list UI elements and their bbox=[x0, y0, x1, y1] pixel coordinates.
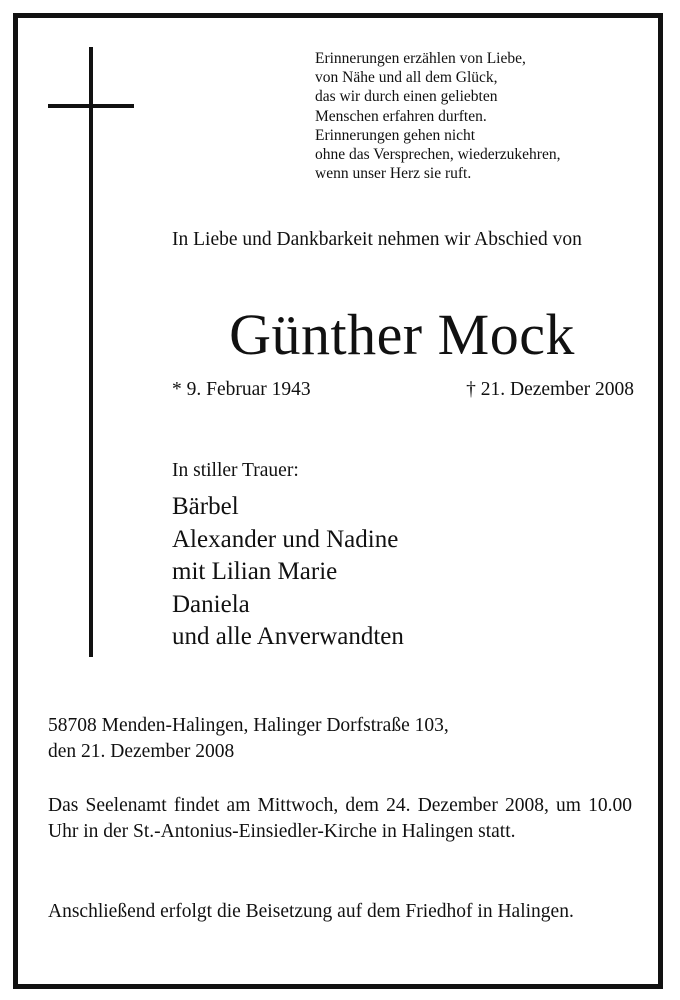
poem-line: von Nähe und all dem Glück, bbox=[315, 69, 498, 87]
mourner-name: und alle Anverwandten bbox=[172, 623, 404, 651]
address-line: 58708 Menden-Halingen, Halinger Dorfstraße 103, bbox=[48, 715, 449, 736]
mourning-label: In stiller Trauer: bbox=[172, 460, 299, 481]
poem-line: das wir durch einen geliebten bbox=[315, 88, 498, 106]
farewell-intro: In Liebe und Dankbarkeit nehmen wir Abschied von bbox=[172, 229, 582, 250]
poem-line: Menschen erfahren durften. bbox=[315, 107, 487, 125]
poem-line: Erinnerungen gehen nicht bbox=[315, 126, 476, 144]
mourner-name: Alexander und Nadine bbox=[172, 525, 399, 553]
cross-icon-bar bbox=[48, 104, 134, 108]
burial-paragraph: Anschließend erfolgt die Beisetzung auf dem Friedhof in Halingen. bbox=[48, 901, 574, 922]
address-block bbox=[48, 713, 632, 765]
poem-line: Erinnerungen erzählen von Liebe, bbox=[315, 50, 526, 67]
mourner-name: Daniela bbox=[172, 590, 250, 618]
cross-icon bbox=[89, 47, 93, 657]
birth-date: * 9. Februar 1943 bbox=[172, 379, 311, 400]
death-date: † 21. Dezember 2008 bbox=[466, 379, 634, 400]
deceased-name: Günther Mock bbox=[229, 302, 575, 367]
mourner-name: mit Lilian Marie bbox=[172, 558, 338, 586]
address-date: den 21. Dezember 2008 bbox=[48, 741, 235, 762]
memorial-poem bbox=[315, 49, 645, 183]
mourner-list bbox=[172, 491, 404, 654]
poem-line: ohne das Versprechen, wiederzukehren, bbox=[315, 146, 561, 164]
service-paragraph: Das Seelenamt findet am Mittwoch, dem 24. Dezember 2008, um 10.00 Uhr in der St.-Antonius-Einsiedler-Kirche in Halingen statt. bbox=[48, 795, 632, 842]
mourner-name: Bärbel bbox=[172, 493, 239, 520]
poem-line: wenn unser Herz sie ruft. bbox=[315, 165, 472, 183]
